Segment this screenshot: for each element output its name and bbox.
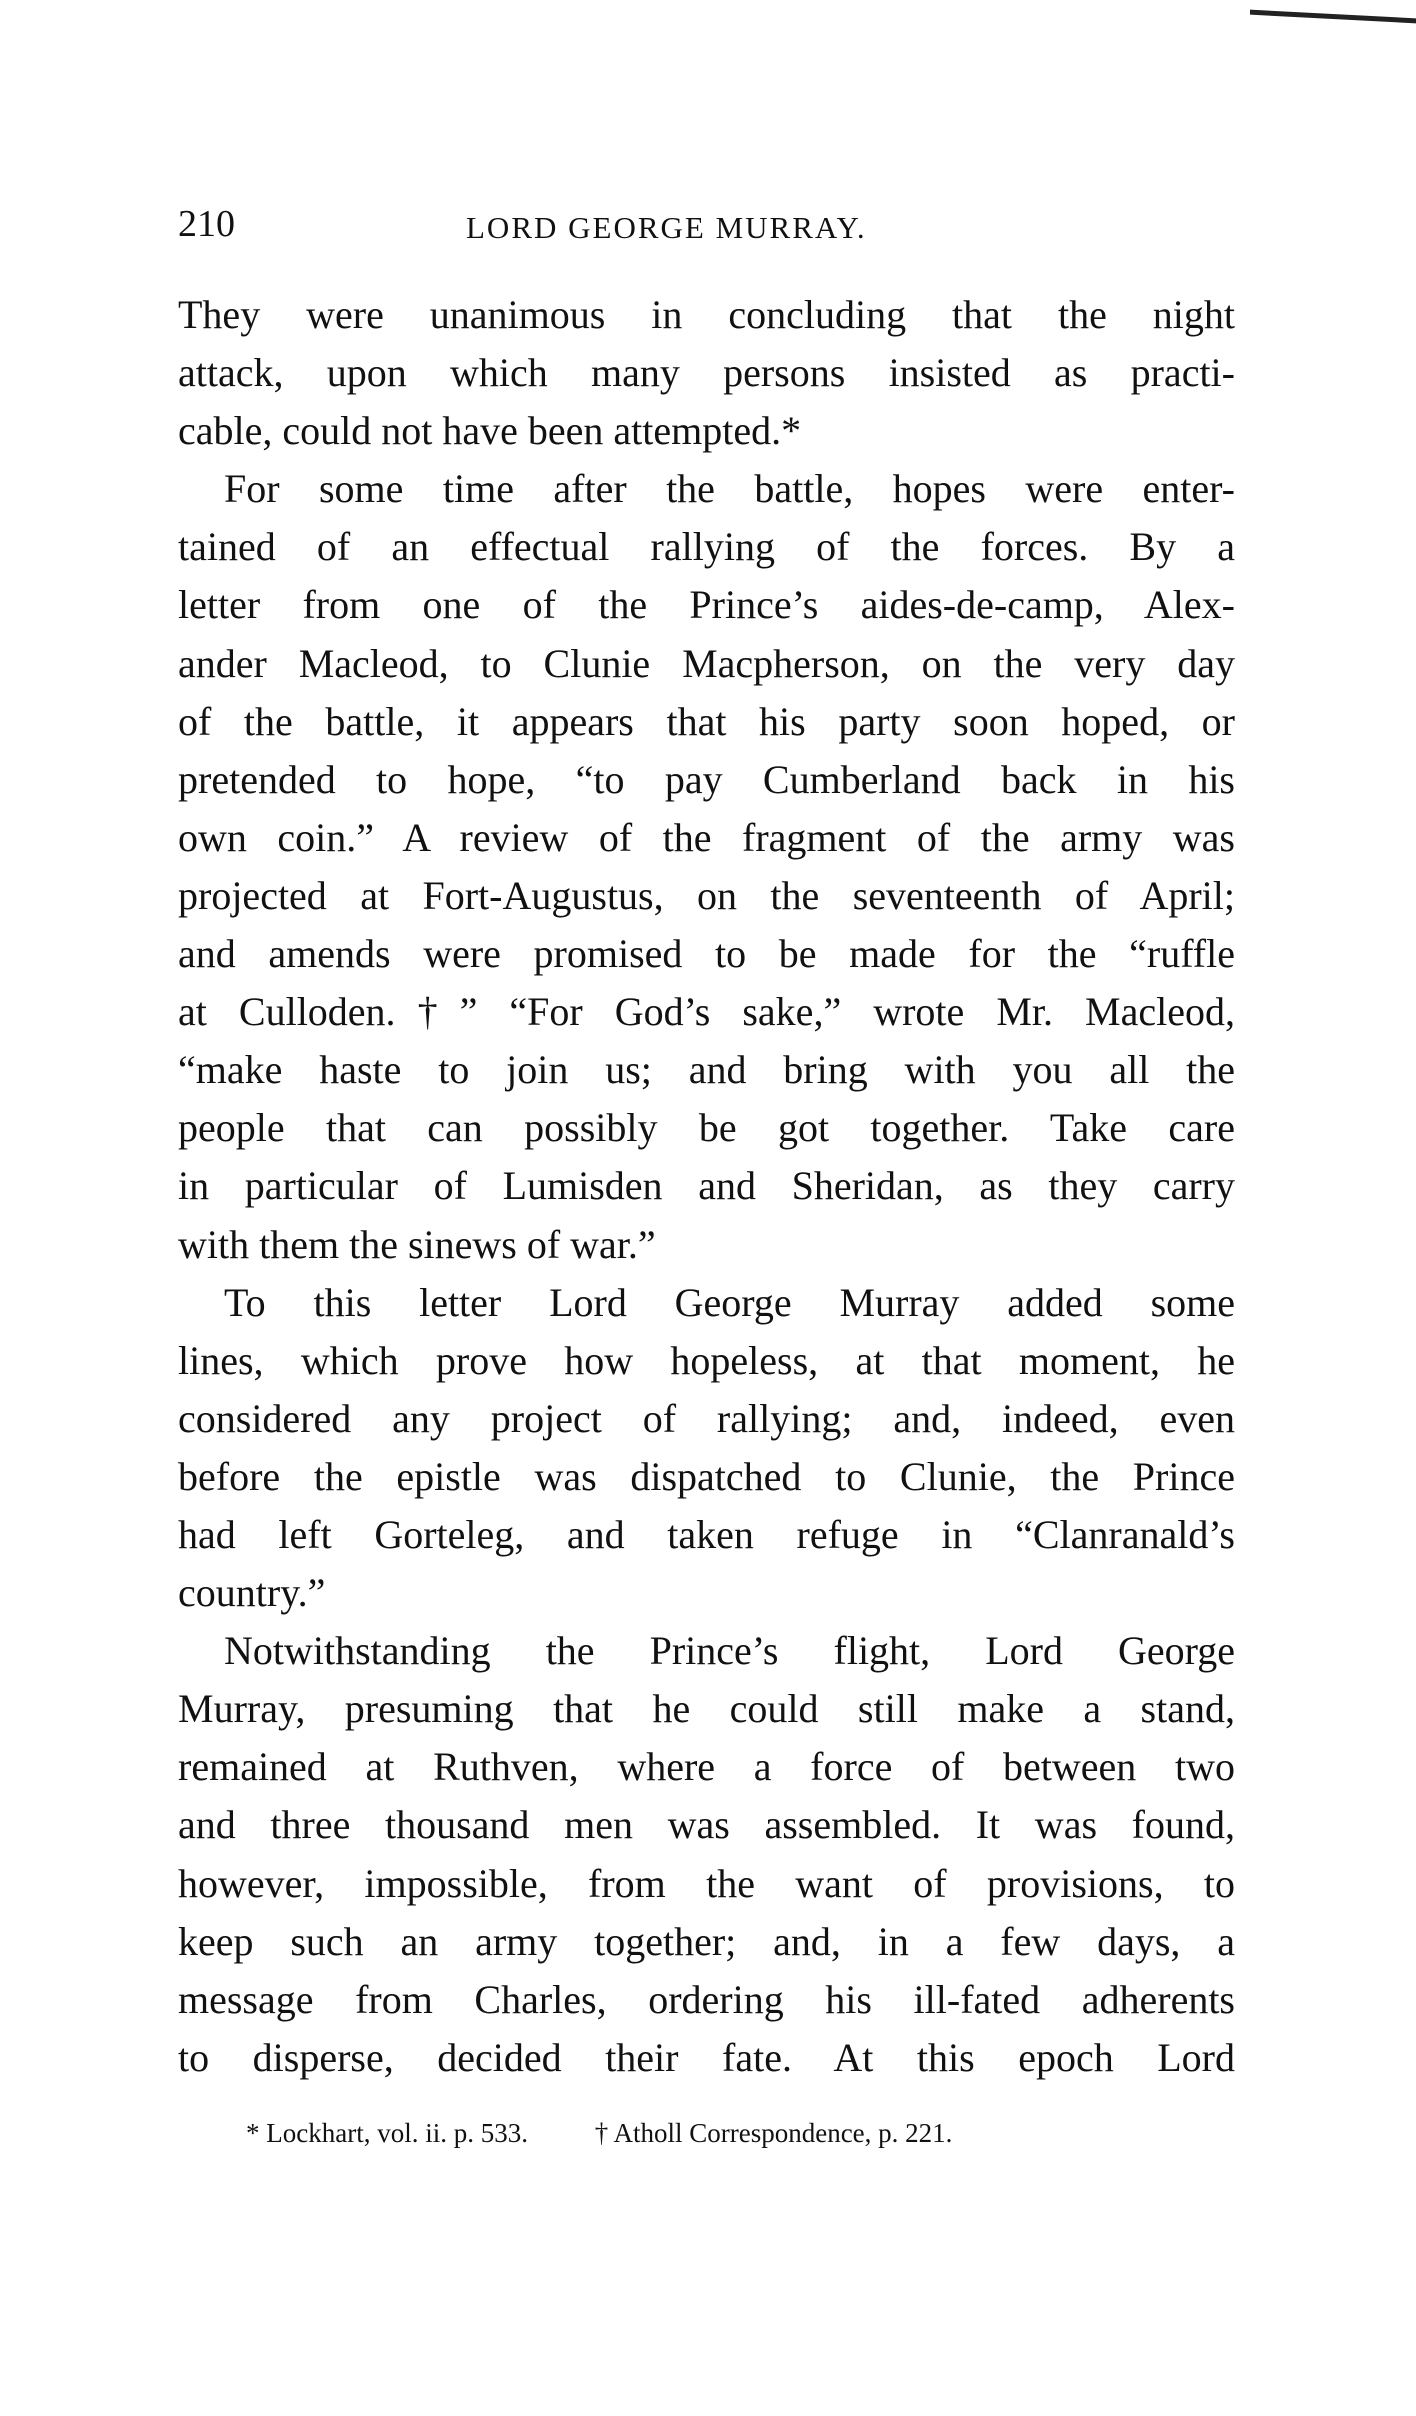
text-line: message from Charles, ordering his ill-fated adherents	[178, 1976, 1235, 2022]
text-line: however, impossible, from the want of provisions, to	[178, 1860, 1235, 1906]
text-line: Notwithstanding the Prince’s flight, Lord George	[224, 1628, 1235, 1674]
text-line: remained at Ruthven, where a force of between two	[178, 1744, 1235, 1790]
text-line: projected at Fort-Augustus, on the seventeenth of April;	[178, 872, 1235, 918]
footnotes	[246, 2118, 952, 2149]
text-line: considered any project of rallying; and, indeed, even	[178, 1395, 1235, 1441]
page-number: 210	[178, 203, 235, 245]
text-line: Murray, presuming that he could still make a stand,	[178, 1686, 1235, 1732]
text-line: and amends were promised to be made for the “ruffle	[178, 931, 1235, 977]
scan-edge-mark	[1250, 10, 1416, 24]
text-line: cable, could not have been attempted.*	[178, 408, 802, 454]
text-line: of the battle, it appears that his party soon hoped, or	[178, 698, 1235, 744]
text-line: before the epistle was dispatched to Clunie, the Prince	[178, 1453, 1235, 1499]
text-line: To this letter Lord George Murray added some	[224, 1279, 1235, 1325]
text-line: letter from one of the Prince’s aides-de-camp, Alex-	[178, 582, 1235, 628]
text-line: pretended to hope, “to pay Cumberland back in his	[178, 756, 1235, 802]
text-line: with them the sinews of war.”	[178, 1221, 656, 1267]
text-line: people that can possibly be got together. Take care	[178, 1105, 1235, 1151]
text-line: had left Gorteleg, and taken refuge in “Clanranald’s	[178, 1511, 1235, 1557]
text-line: and three thousand men was assembled. It was found,	[178, 1802, 1235, 1848]
text-line: They were unanimous in concluding that the night	[178, 292, 1235, 337]
text-line: keep such an army together; and, in a few days, a	[178, 1918, 1235, 1964]
text-line: “make haste to join us; and bring with you all the	[178, 1047, 1235, 1093]
text-line: own coin.” A review of the fragment of the army was	[178, 814, 1235, 860]
text-line: to disperse, decided their fate. At this epoch Lord	[178, 2034, 1235, 2080]
running-title: LORD GEORGE MURRAY.	[466, 210, 867, 245]
text-line: ander Macleod, to Clunie Macpherson, on the very day	[178, 640, 1235, 686]
text-line: attack, upon which many persons insisted as practi-	[178, 350, 1235, 396]
text-line: country.”	[178, 1570, 326, 1616]
text-line: lines, which prove how hopeless, at that moment, he	[178, 1337, 1235, 1383]
text-line: For some time after the battle, hopes were enter-	[224, 466, 1235, 512]
body-text	[178, 286, 1235, 2087]
text-line: at Culloden.†” “For God’s sake,” wrote Mr. Macleod,	[178, 989, 1235, 1035]
footnote-2: † Atholl Correspondence, p. 221.	[594, 2118, 953, 2148]
footnote-1: * Lockhart, vol. ii. p. 533.	[246, 2118, 528, 2148]
text-line: in particular of Lumisden and Sheridan, as they carry	[178, 1163, 1235, 1209]
text-line: tained of an effectual rallying of the forces. By a	[178, 524, 1235, 570]
